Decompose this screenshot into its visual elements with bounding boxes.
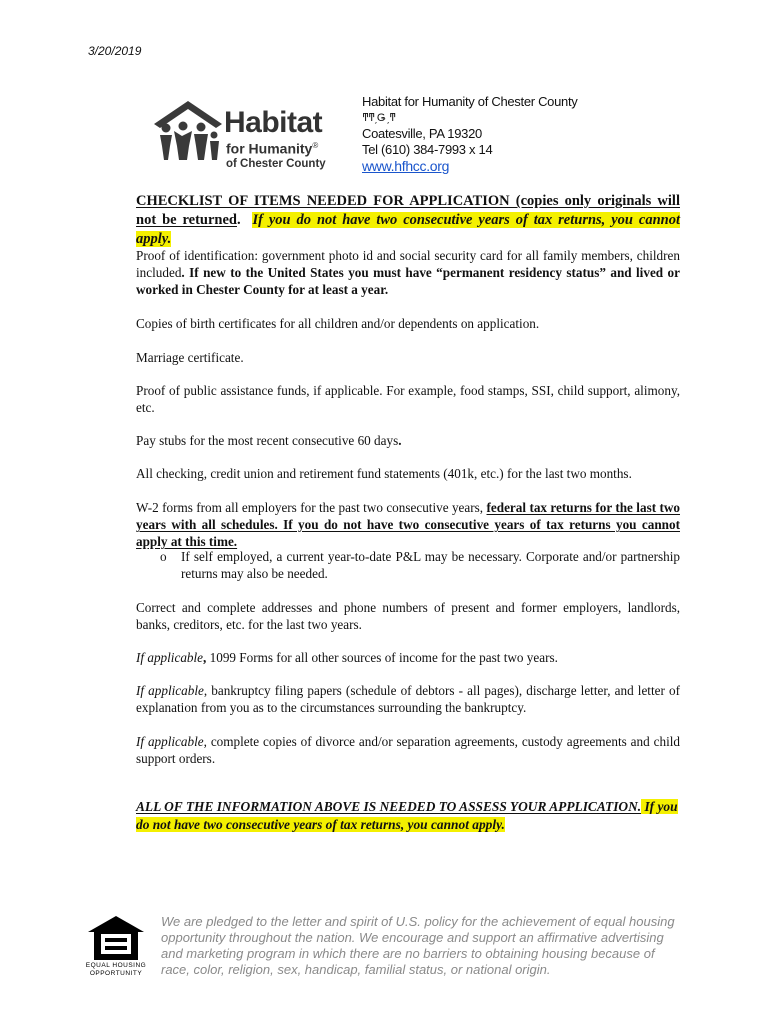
final-notice (136, 798, 680, 834)
org-name: Habitat for Humanity of Chester County (362, 94, 578, 109)
city-state-zip: Coatesville, PA 19320 (362, 126, 482, 141)
item-italic-text: If applicable (136, 650, 204, 665)
item-text: Proof of identification: government photo id and social security card for all family members, children included (136, 248, 680, 280)
item-comma: , (203, 650, 207, 665)
item-italic-text: If applicable (136, 683, 204, 698)
equal-housing-line2: OPPORTUNITY (89, 970, 143, 977)
equal-opportunity-statement: We are pledged to the letter and spirit of U.S. policy for the achievement of equal housing opportunity throughout the nation. We encourage and support an affirmative advertising and marketing program in which there are no barriers to obtaining housing because of race, color, religion, sex, handicap, familial status, or national origin. (161, 914, 675, 977)
phone-number: Tel (610) 384-7993 x 14 (362, 142, 493, 157)
logo-county: of Chester County (226, 157, 326, 170)
document-date: 3/20/2019 (88, 44, 142, 58)
logo-title: Habitat (224, 106, 323, 139)
checklist-item-pay-stubs (112, 432, 680, 449)
street-address: ͳͳ͵Ǥ ͵ͳ (362, 112, 396, 124)
sub-item-text: If self employed, a current year-to-date P&L may be necessary. Corporate and/or partnership returns may also be needed. (181, 549, 680, 581)
bullet-icon: o (160, 549, 167, 564)
final-notice-title: ALL OF THE INFORMATION ABOVE IS NEEDED TO ASSESS YOUR APPLICATION. (136, 799, 642, 814)
item-text: , bankruptcy filing papers (schedule of debtors - all pages), discharge letter, and letter of explanation from you as to the circumstances surrounding the bankruptcy. (136, 683, 680, 715)
item-text: Correct and complete addresses and phone numbers of present and former employers, landlords, banks, creditors, etc. for the last two years. (136, 600, 680, 632)
house-people-icon (152, 98, 224, 162)
item-text: Proof of public assistance funds, if applicable. For example, food stamps, SSI, child support, alimony, etc. (136, 383, 680, 415)
item-italic-text: If applicable (136, 734, 204, 749)
checklist-item-public-assistance (112, 382, 680, 416)
heading-period: . (237, 212, 241, 228)
website-link[interactable]: www.hfhcc.org (362, 158, 450, 174)
item-text: Copies of birth certificates for all children and/or dependents on application. (136, 316, 540, 331)
checklist-heading (136, 192, 680, 249)
item-text: Pay stubs for the most recent consecutive 60 days (136, 433, 399, 448)
item-text: Marriage certificate. (136, 350, 244, 365)
contact-block (362, 94, 577, 175)
sub-item-self-employed (160, 548, 680, 582)
registered-mark: ® (312, 141, 319, 150)
heading-title: CHECKLIST OF ITEMS NEEDED FOR APPLICATION (copies only originals will not be returned (136, 193, 680, 228)
item-bold-text: . (398, 433, 402, 448)
item-text: 1099 Forms for all other sources of income for the past two years. (206, 650, 558, 665)
checklist-item-divorce (112, 733, 680, 767)
checklist-item-bankruptcy (112, 682, 680, 716)
equal-housing-line1: EQUAL HOUSING (85, 962, 147, 969)
checklist-item-marriage (112, 349, 680, 366)
item-bold-text: federal tax returns for the last two years with all schedules. If you do not have two consecutive years of tax returns you cannot apply at this time. (136, 500, 680, 549)
habitat-logo (152, 96, 332, 174)
logo-subtitle: for Humanity (226, 140, 313, 157)
checklist-item-identification (112, 247, 680, 298)
final-notice-warning: If you do not have two consecutive years of tax returns, you cannot apply. (136, 799, 678, 832)
checklist-item-addresses (112, 599, 680, 633)
item-text: All checking, credit union and retirement fund statements (401k, etc.) for the last two months. (136, 466, 632, 481)
checklist-item-1099-forms (112, 649, 680, 666)
equal-housing-caption (84, 962, 148, 978)
checklist-item-birth-certificates (112, 315, 680, 332)
item-text: , complete copies of divorce and/or separation agreements, custody agreements and child support orders. (136, 734, 680, 766)
heading-warning: If you do not have two consecutive years of tax returns, you cannot apply. (136, 212, 680, 247)
checklist-item-w2-forms (112, 499, 680, 550)
item-bold-text: . If new to the United States you must have “permanent residency status” and lived or worked in Chester County for at least a year. (136, 265, 680, 297)
checklist-item-statements (112, 465, 680, 482)
item-text: W-2 forms from all employers for the past two consecutive years, (136, 500, 487, 515)
